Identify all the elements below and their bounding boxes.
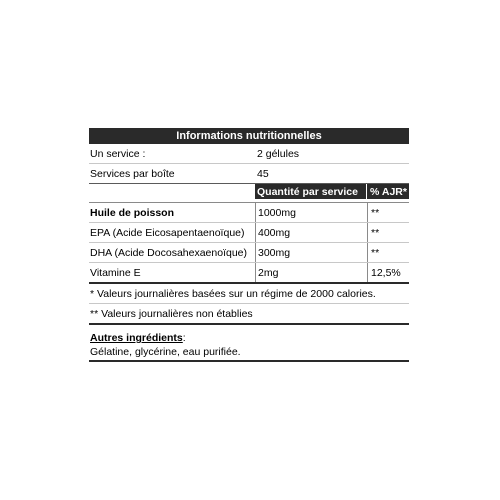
nutrient-quantity: 2mg — [255, 263, 367, 282]
ingredients-title: Autres ingrédients — [90, 332, 183, 344]
service-label: Un service : — [90, 147, 146, 160]
ingredients-heading — [89, 325, 409, 344]
nutrient-ajr: 12,5% — [367, 263, 409, 282]
nutrient-ajr: ** — [367, 203, 409, 222]
nutrient-name: EPA (Acide Eicosapentaenoïque) — [90, 226, 245, 239]
service-value: 2 gélules — [257, 147, 300, 160]
service-label: Services par boîte — [90, 167, 175, 180]
ingredients-title-suffix: : — [182, 332, 186, 344]
table-row — [89, 223, 409, 243]
nutrition-facts-panel — [89, 128, 409, 362]
nutrient-name: DHA (Acide Docosahexaenoïque) — [90, 246, 248, 259]
header-empty — [89, 184, 255, 199]
header-quantity: Quantité par service — [255, 184, 367, 199]
footnote-daily-values: * Valeurs journalières basées sur un régime de 2000 calories. — [89, 284, 409, 304]
nutrient-ajr: ** — [367, 243, 409, 262]
ingredients-text: Gélatine, glycérine, eau purifiée. — [89, 344, 409, 362]
table-row — [89, 243, 409, 263]
service-row-count — [89, 164, 409, 184]
footnote-not-established: ** Valeurs journalières non établies — [89, 304, 409, 325]
header-ajr: % AJR* — [367, 184, 409, 199]
service-row-size — [89, 144, 409, 164]
nutrient-quantity: 300mg — [255, 243, 367, 262]
service-value: 45 — [257, 167, 269, 180]
table-header — [89, 184, 409, 199]
nutrient-quantity: 400mg — [255, 223, 367, 242]
table-row — [89, 263, 409, 284]
nutrient-quantity: 1000mg — [255, 203, 367, 222]
panel-title: Informations nutritionnelles — [89, 128, 409, 144]
nutrient-name: Vitamine E — [90, 266, 141, 279]
nutrient-name: Huile de poisson — [90, 206, 175, 219]
nutrient-ajr: ** — [367, 223, 409, 242]
table-row — [89, 203, 409, 223]
